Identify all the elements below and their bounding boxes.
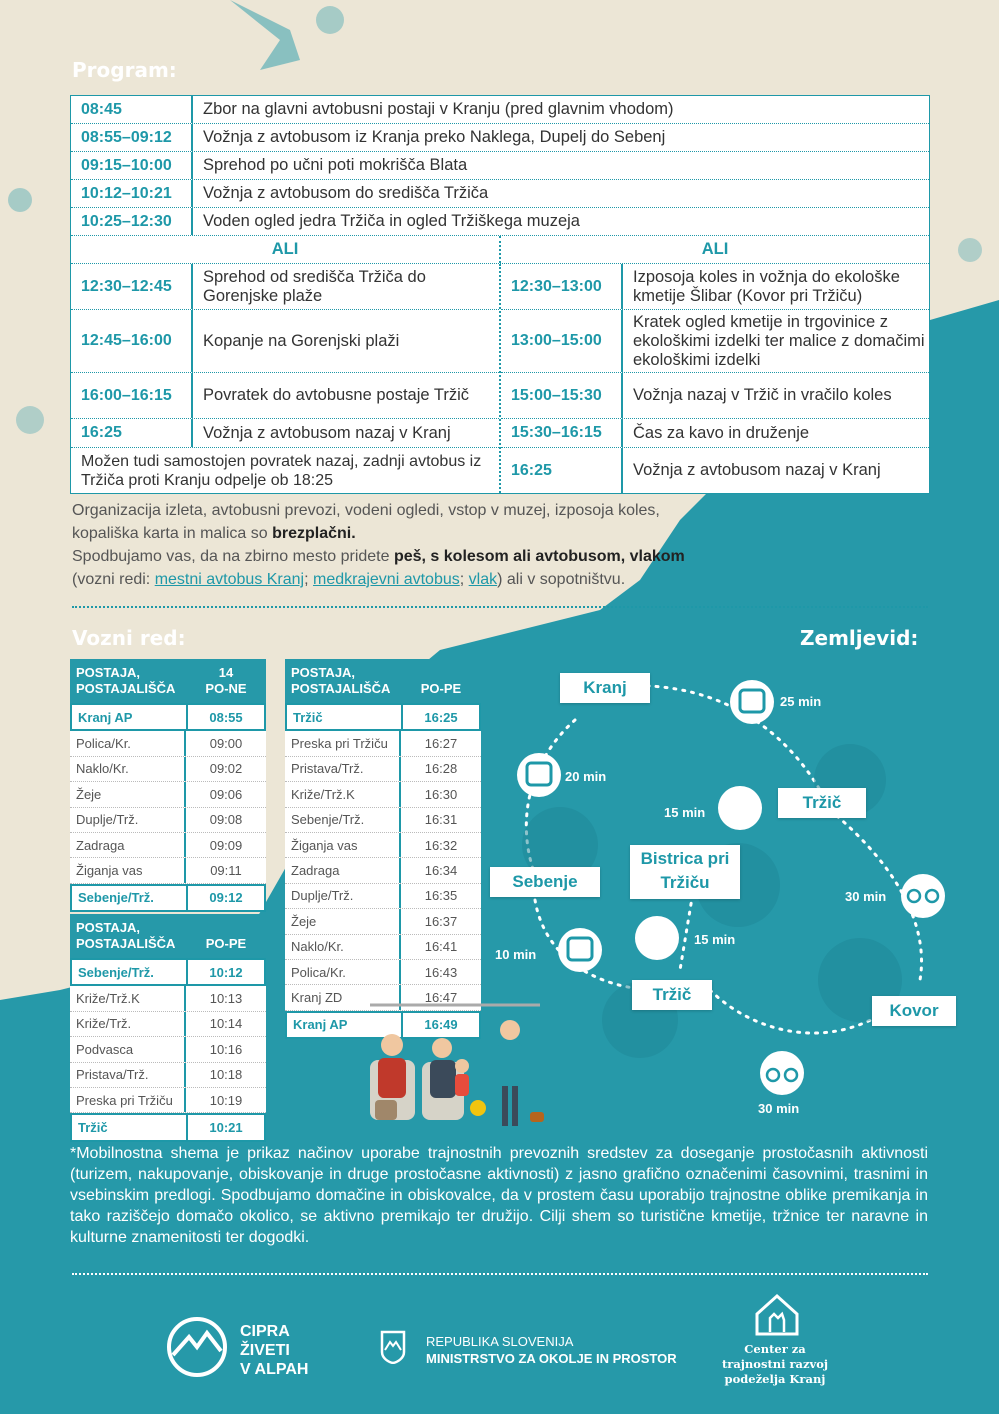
center-logo-text xyxy=(700,1342,850,1387)
alt-desc: Sprehod od središča Tržiča do Gorenjske plaže xyxy=(203,267,426,305)
map-label-kranj: Kranj xyxy=(560,673,650,703)
station: Križe/Trž.K xyxy=(285,782,401,806)
table-row xyxy=(70,782,266,807)
ali-left: ALI xyxy=(71,236,501,263)
duration-label: 10 min xyxy=(495,947,537,962)
table-row xyxy=(70,808,266,833)
station: Pristava/Trž. xyxy=(70,1063,186,1087)
alt-desc: Čas za kavo in druženje xyxy=(633,423,810,442)
station: Žeje xyxy=(70,782,186,806)
header-stations: POSTAJALIŠČA xyxy=(76,936,176,951)
time: 16:34 xyxy=(424,863,458,879)
station: Polica/Kr. xyxy=(70,731,186,755)
duration-label: 15 min xyxy=(694,932,736,947)
info-text: kopališka karta in malica so xyxy=(72,525,273,542)
alt-desc: Izposoja koles in vožnja do ekološke kmetije Šlibar (Kovor pri Tržiču) xyxy=(633,267,900,305)
station: Tržič xyxy=(72,1115,188,1139)
info-sep: ; xyxy=(459,571,469,588)
station: Križe/Trž. xyxy=(70,1012,186,1036)
station: Preska pri Tržiču xyxy=(70,1088,186,1112)
program-time: 10:25–12:30 xyxy=(71,208,193,235)
station: Duplje/Trž. xyxy=(70,808,186,832)
station: Zadraga xyxy=(285,858,401,882)
alt-row xyxy=(71,264,499,310)
program-time: 10:12–10:21 xyxy=(71,180,193,207)
alt-row xyxy=(71,310,499,373)
program-row xyxy=(71,208,929,236)
info-line xyxy=(72,522,932,545)
station: Sebenje/Trž. xyxy=(72,886,188,910)
header-line: 14 xyxy=(218,665,234,680)
time: 10:14 xyxy=(209,1016,243,1032)
time: 16:30 xyxy=(424,786,458,802)
alt-row xyxy=(71,373,499,419)
station: Križe/Trž.K xyxy=(70,986,186,1010)
station: Duplje/Trž. xyxy=(285,884,401,908)
info-line: Organizacija izleta, avtobusni prevozi, vodeni ogledi, vstop v muzej, izposoja koles, xyxy=(72,502,660,519)
info-line xyxy=(72,568,932,591)
cipra-logo-icon xyxy=(165,1315,229,1379)
station: Zadraga xyxy=(70,833,186,857)
duration-label: 30 min xyxy=(758,1101,800,1116)
alt-time: 12:45–16:00 xyxy=(71,310,193,372)
time: 09:12 xyxy=(209,890,243,906)
info-bold: brezplačni. xyxy=(272,525,356,542)
timetable-header xyxy=(70,914,266,958)
program-desc: Voden ogled jedra Tržiča in ogled Tržiškega muzeja xyxy=(203,212,580,230)
time: 16:35 xyxy=(424,888,458,904)
center-name-line: podeželja Kranj xyxy=(724,1372,826,1386)
station: Kranj ZD xyxy=(285,985,401,1009)
timetable-kranj-sebenje xyxy=(70,659,266,912)
table-row xyxy=(70,958,266,986)
time: 10:16 xyxy=(209,1041,243,1057)
map-label-sebenje: Sebenje xyxy=(490,867,600,897)
header-stations: POSTAJALIŠČA xyxy=(291,681,391,696)
alt-time: 15:00–15:30 xyxy=(501,373,623,418)
timetable-title: Vozni red: xyxy=(72,626,186,650)
time: 09:09 xyxy=(209,837,243,853)
info-bold: peš, s kolesom ali avtobusom, vlakom xyxy=(393,548,685,565)
station: Kranj AP xyxy=(72,705,188,729)
alt-desc: Kopanje na Gorenjski plaži xyxy=(203,331,400,350)
table-row xyxy=(70,1037,266,1062)
program-alternatives xyxy=(71,264,929,493)
duration-label: 25 min xyxy=(780,694,822,709)
ali-right: ALI xyxy=(701,240,729,258)
table-row xyxy=(70,884,266,912)
time: 09:06 xyxy=(209,786,243,802)
time: 16:43 xyxy=(424,964,458,980)
alt-row xyxy=(501,373,929,419)
time: 16:41 xyxy=(424,939,458,955)
alternative-left xyxy=(71,264,501,493)
program-row xyxy=(71,180,929,208)
time: 10:12 xyxy=(209,964,243,980)
cipra-name: CIPRA xyxy=(240,1323,290,1340)
map-label-trzic: Tržič xyxy=(778,788,866,818)
info-text: ) ali v sopotništvu. xyxy=(497,571,626,588)
time: 09:00 xyxy=(209,736,243,752)
program-title: Program: xyxy=(72,58,177,82)
table-row xyxy=(285,909,481,934)
station: Tržič xyxy=(287,705,403,729)
program-time: 08:55–09:12 xyxy=(71,124,193,151)
cipra-logo-text xyxy=(240,1322,308,1379)
alt-time: 12:30–13:00 xyxy=(501,264,623,309)
program-time: 08:45 xyxy=(71,96,193,123)
ministry-name: MINISTRSTVO ZA OKOLJE IN PROSTOR xyxy=(426,1351,677,1366)
table-row xyxy=(70,731,266,756)
header-days: PO-PE xyxy=(205,936,247,951)
train-link[interactable]: vlak xyxy=(468,571,498,588)
alt-desc: Vožnja z avtobusom nazaj v Kranj xyxy=(633,461,881,479)
program-desc: Vožnja z avtobusom iz Kranja preko Naklega, Dupelj do Sebenj xyxy=(203,128,666,146)
station: Naklo/Kr. xyxy=(285,935,401,959)
center-house-icon xyxy=(752,1292,802,1336)
time: 10:21 xyxy=(209,1120,243,1136)
program-time: 09:15–10:00 xyxy=(71,152,193,179)
duration-label: 15 min xyxy=(664,805,706,820)
time: 16:32 xyxy=(424,837,458,853)
time: 09:08 xyxy=(209,812,243,828)
program-row xyxy=(71,96,929,124)
station: Polica/Kr. xyxy=(285,960,401,984)
station: Žiganja vas xyxy=(285,833,401,857)
table-row xyxy=(70,1088,266,1113)
ministry-country: REPUBLIKA SLOVENIJA xyxy=(426,1334,574,1349)
time: 16:49 xyxy=(424,1017,458,1033)
time: 09:11 xyxy=(210,863,242,879)
timetable-sebenje-trzic xyxy=(70,914,266,1142)
info-sep: ; xyxy=(304,571,313,588)
time: 09:02 xyxy=(209,761,243,777)
ministry-logo-text xyxy=(426,1333,677,1367)
program-desc: Sprehod po učni poti mokrišča Blata xyxy=(203,156,468,174)
header-station: POSTAJA, xyxy=(76,665,141,680)
cipra-slogan: V ALPAH xyxy=(240,1361,309,1378)
table-row xyxy=(285,935,481,960)
table-row xyxy=(285,731,481,756)
program-row xyxy=(71,124,929,152)
footnote: *Mobilnostna shema je prikaz načinov uporabe trajnostnih prevoznih sredstev za doseganje prostočasnih aktivnosti (turizem, nakupovanje, obiskovanje in druge prostočasne aktivnosti) z jasno grafično označenimi časovnimi, trasnimi in vsebinskim predlogi. Spodbujamo domačine in obiskovalce, da v prostem času uporabijo trajnostne oblike premikanja in tako raziščejo domačo okolico, se aktivno premikajo ter družijo. Cilji shem so turistične kmetije, tržnice ter naravne in kulturne znamenitosti ter dogodki. xyxy=(70,1145,928,1246)
header-days: PO-NE xyxy=(205,681,247,696)
alt-desc: Kratek ogled kmetije in trgovinice z ekološkimi izdelki ter malice z domačimi ekološkimi izdelki xyxy=(633,312,925,369)
divider xyxy=(72,606,928,608)
bus-icon xyxy=(517,753,561,797)
alt-row xyxy=(501,264,929,310)
alt-desc: Vožnja nazaj v Tržič in vračilo koles xyxy=(633,386,892,404)
center-name-line: Center za xyxy=(744,1342,806,1356)
alt-time: 15:30–16:15 xyxy=(501,419,623,447)
alt-note: Možen tudi samostojen povratek nazaj, zadnji avtobus iz Tržiča proti Kranju odpelje ob 18:25 xyxy=(81,452,482,489)
cipra-slogan: ŽIVETI xyxy=(240,1342,290,1359)
alt-time: 16:25 xyxy=(501,448,623,493)
header-stations: POSTAJALIŠČA xyxy=(76,681,176,696)
time: 16:25 xyxy=(424,709,458,725)
bus-icon xyxy=(730,680,774,724)
table-row xyxy=(285,782,481,807)
time: 10:19 xyxy=(209,1092,243,1108)
program-row xyxy=(71,152,929,180)
station: Pristava/Trž. xyxy=(285,757,401,781)
time: 08:55 xyxy=(209,709,243,725)
header-days: PO-PE xyxy=(420,681,462,696)
alt-row xyxy=(501,448,929,493)
station: Žeje xyxy=(285,909,401,933)
hiking-icon xyxy=(635,916,679,960)
center-name-line: trajnostni razvoj xyxy=(721,1357,829,1371)
map-label-trzic-center: Tržič xyxy=(632,980,712,1010)
time: 16:31 xyxy=(424,812,458,828)
bus-icon xyxy=(558,928,602,972)
alt-time: 13:00–15:00 xyxy=(501,310,623,372)
station: Žiganja vas xyxy=(70,858,186,882)
timetable-header xyxy=(70,659,266,703)
alt-time: 16:00–16:15 xyxy=(71,373,193,418)
map-label-bistrica: Bistrica pri Tržiču xyxy=(630,845,740,899)
duration-label: 20 min xyxy=(565,769,607,784)
table-row xyxy=(285,884,481,909)
table-row xyxy=(285,960,481,985)
alt-row xyxy=(71,419,499,448)
table-row xyxy=(285,833,481,858)
map-label-kovor: Kovor xyxy=(872,996,956,1026)
info-paragraph xyxy=(72,499,932,591)
header-station: POSTAJA, xyxy=(76,920,141,935)
city-bus-link[interactable]: mestni avtobus Kranj xyxy=(154,571,305,588)
table-row xyxy=(70,986,266,1011)
alt-row xyxy=(501,310,929,373)
time: 16:47 xyxy=(424,989,458,1005)
timetable-trzic-kranj xyxy=(285,659,481,1039)
time: 16:27 xyxy=(424,736,458,752)
alt-time: 12:30–12:45 xyxy=(71,264,193,309)
table-row xyxy=(285,703,481,731)
intercity-bus-link[interactable]: medkrajevni avtobus xyxy=(313,571,460,588)
ali-row xyxy=(71,236,929,264)
alt-time: 16:25 xyxy=(71,419,193,447)
station: Podvasca xyxy=(70,1037,186,1061)
duration-label: 30 min xyxy=(845,889,887,904)
info-text: (vozni redi: xyxy=(72,571,155,588)
table-row xyxy=(70,703,266,731)
footer-divider xyxy=(72,1273,928,1275)
table-row xyxy=(70,1063,266,1088)
table-row xyxy=(285,808,481,833)
station: Naklo/Kr. xyxy=(70,757,186,781)
station: Sebenje/Trž. xyxy=(72,960,188,984)
alternative-right xyxy=(501,264,929,493)
table-row xyxy=(70,858,266,883)
timetable-header xyxy=(285,659,481,703)
station: Sebenje/Trž. xyxy=(285,808,401,832)
time: 16:28 xyxy=(424,761,458,777)
slovenia-coat-of-arms-icon xyxy=(380,1330,406,1364)
table-row xyxy=(70,757,266,782)
table-row xyxy=(285,858,481,883)
program-table xyxy=(70,95,930,494)
station: Preska pri Tržiču xyxy=(285,731,401,755)
alt-row xyxy=(501,419,929,448)
program-desc: Vožnja z avtobusom do središča Tržiča xyxy=(203,184,489,202)
time: 10:18 xyxy=(209,1067,243,1083)
info-text: Spodbujamo vas, da na zbirno mesto pridete xyxy=(72,548,394,565)
map-title: Zemljevid: xyxy=(800,626,919,650)
table-row xyxy=(70,1113,266,1141)
time: 10:13 xyxy=(209,991,243,1007)
alt-desc: Povratek do avtobusne postaje Tržič xyxy=(203,386,469,404)
hiking-icon xyxy=(718,786,762,830)
program-desc: Zbor na glavni avtobusni postaji v Kranju (pred glavnim vhodom) xyxy=(203,100,674,118)
station: Kranj AP xyxy=(287,1013,403,1037)
alt-desc: Vožnja z avtobusom nazaj v Kranj xyxy=(203,423,451,442)
table-row xyxy=(285,757,481,782)
table-row xyxy=(70,1012,266,1037)
time: 16:37 xyxy=(424,913,458,929)
table-row xyxy=(70,833,266,858)
header-station: POSTAJA, xyxy=(291,665,356,680)
info-line xyxy=(72,545,932,568)
